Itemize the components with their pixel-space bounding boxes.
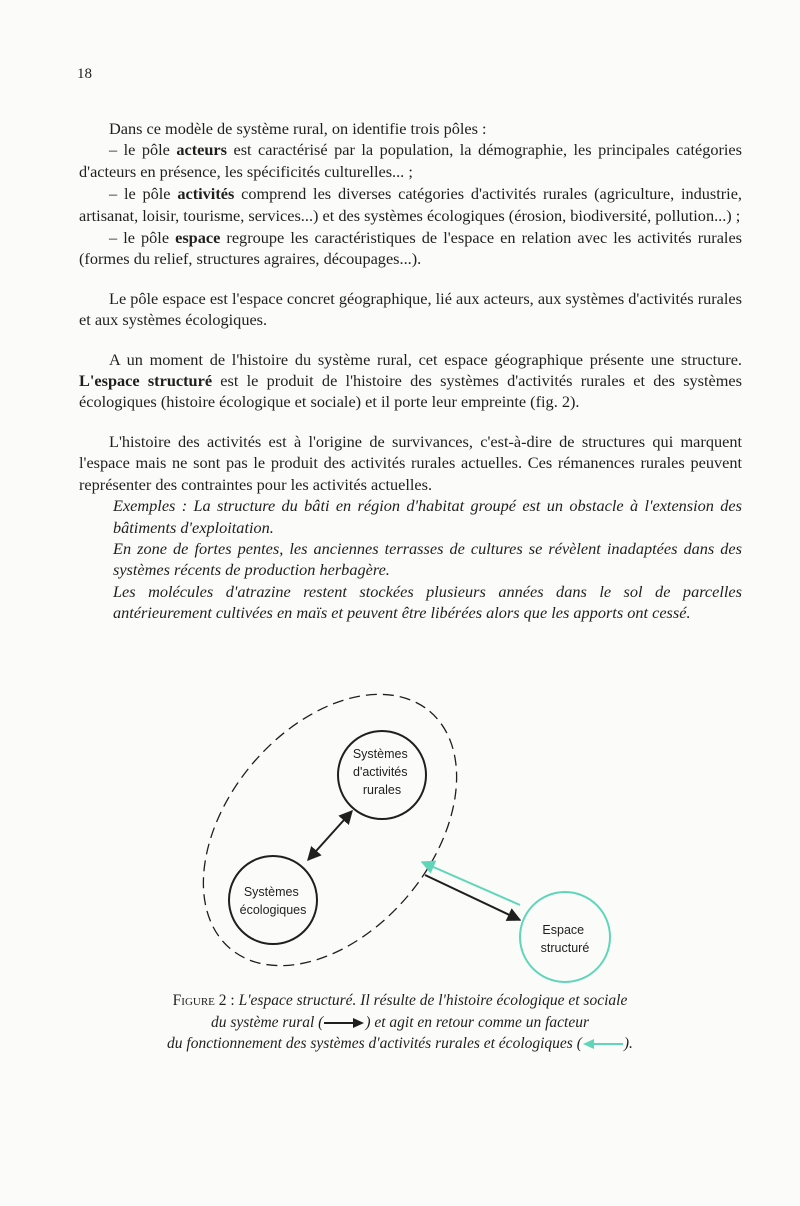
node-activites-label: d'activités bbox=[353, 765, 408, 779]
examples-block bbox=[113, 495, 742, 623]
figure-label: Figure 2 : bbox=[172, 992, 235, 1009]
node-ecologiques-label: écologiques bbox=[239, 903, 307, 917]
paragraph-histoire: L'histoire des activités est à l'origine de survivances, c'est-à-dire de structures qui marquent l'espace mais ne sont pas le produit des activités rurales actuelles. Ces rémanences rurales peuvent représenter des contraintes pour les activités actuelles. bbox=[79, 431, 742, 494]
pole-activites: – le pôle activités comprend les diverses catégories d'activités rurales (agriculture, industrie, artisanat, loisir, tourisme, services...) et des systèmes écologiques (érosion, biodiversité, pollution...) ; bbox=[79, 184, 742, 225]
black-arrow-icon bbox=[323, 1018, 365, 1028]
svg-text:Espace structuré bbox=[541, 923, 590, 955]
figure-2-diagram bbox=[0, 690, 800, 990]
body-text bbox=[79, 118, 742, 624]
svg-text:Systèmes écologiques bbox=[240, 885, 307, 917]
node-activites-label: Systèmes bbox=[352, 747, 408, 761]
system-boundary-dashed-ellipse bbox=[152, 690, 508, 990]
example-item: En zone de fortes pentes, les anciennes terrasses de cultures se révèlent inadaptées dans des systèmes récents de production herbagère. bbox=[113, 538, 742, 580]
page-number: 18 bbox=[77, 66, 92, 82]
node-activites-label: rurales bbox=[362, 783, 402, 797]
node-ecologiques-circle bbox=[229, 856, 317, 944]
example-item: Les molécules d'atrazine restent stockées plusieurs années dans le sol de parcelles antérieurement cultivées en maïs et peuvent être libérées alors que les apports ont cessé. bbox=[113, 581, 742, 623]
svg-text:Systèmes d'activités r bbox=[353, 747, 411, 797]
teal-arrow-icon bbox=[582, 1039, 624, 1049]
intro-paragraph: Dans ce modèle de système rural, on identifie trois pôles : bbox=[109, 119, 487, 138]
pole-acteurs: – le pôle acteurs est caractérisé par la population, la démographie, les principales catégories d'acteurs en présence, les spécificités culturelles... ; bbox=[79, 140, 742, 181]
node-espace-label: Espace bbox=[542, 923, 585, 937]
bidirectional-arrow bbox=[308, 811, 352, 860]
node-espace-circle bbox=[520, 892, 610, 982]
feedback-arrow-teal bbox=[422, 862, 520, 905]
pole-espace: – le pôle espace regroupe les caractéristiques de l'espace en relation avec les activités rurales (formes du relief, structures agraires, découpages...). bbox=[79, 228, 743, 269]
figure-caption: Figure 2 : L'espace structuré. Il résulte de l'histoire écologique et sociale du système rural ( ) et agit en retour comme un facteur du fonctionnement des systèmes d'activités rurales et écologiques ( ). bbox=[167, 992, 633, 1052]
paragraph-espace: Le pôle espace est l'espace concret géographique, lié aux acteurs, aux systèmes d'activités rurales et aux systèmes écologiques. bbox=[79, 288, 742, 330]
example-item: Exemples : La structure du bâti en région d'habitat groupé est un obstacle à l'extension des bâtiments d'exploitation. bbox=[113, 496, 742, 537]
node-espace-label: structuré bbox=[540, 941, 590, 955]
node-ecologiques-label: Systèmes bbox=[243, 885, 299, 899]
paragraph-structure: A un moment de l'histoire du système rural, cet espace géographique présente une structure. L'espace structuré est le produit de l'histoire des systèmes d'activités rurales et des systèmes écologiques (histoire écologique et sociale) et il porte leur empreinte (fig. 2). bbox=[79, 349, 742, 412]
arrow-to-espace bbox=[425, 875, 520, 920]
